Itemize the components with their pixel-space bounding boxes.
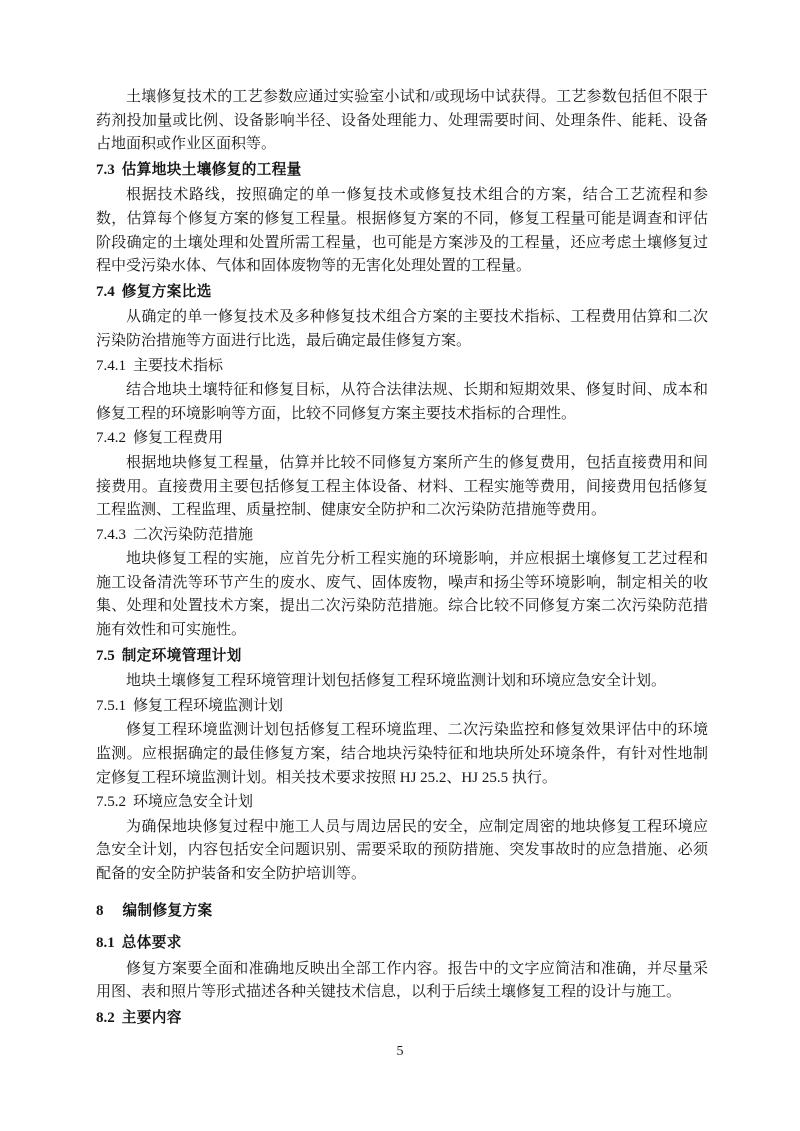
paragraph: 根据技术路线，按照确定的单一修复技术或修复技术组合的方案，结合工艺流程和参数，估算每个修复方案的修复工程量。根据修复方案的不同，修复工程量可能是调查和评估阶段确定的土壤处理和处置所需工程量，也可能是方案涉及的工程量，还应考虑土壤修复过程中受污染水体、气体和固体废物等的无害化处理处置的工程量。 xyxy=(96,187,708,275)
heading-number: 7.4 xyxy=(96,283,115,300)
heading-title: 编制修复方案 xyxy=(122,902,213,919)
heading-number: 7.4.2 xyxy=(96,430,126,447)
paragraph: 根据地块修复工程量，估算并比较不同修复方案所产生的修复费用，包括直接费用和间接费用。直接费用主要包括修复工程主体设备、材料、工程实施等费用，间接费用包括修复工程监测、工程监理、质量控制、健康安全防护和二次污染防范措施等费用。 xyxy=(96,454,708,519)
heading-number: 7.5.1 xyxy=(96,697,126,714)
heading-title: 修复方案比选 xyxy=(121,283,212,300)
heading-title: 修复工程费用 xyxy=(133,430,224,447)
heading-number: 7.4.3 xyxy=(96,526,126,543)
heading-title: 主要内容 xyxy=(121,1009,182,1026)
heading-7-3 xyxy=(96,159,708,183)
heading-title: 主要技术指标 xyxy=(133,357,224,374)
heading-number: 7.5 xyxy=(96,647,115,664)
heading-number: 7.4.1 xyxy=(96,357,126,374)
heading-number: 7.5.2 xyxy=(96,794,126,811)
heading-number: 8.1 xyxy=(96,935,115,952)
heading-7-4-1 xyxy=(96,355,708,379)
heading-7-5-1 xyxy=(96,695,708,719)
heading-7-5-2 xyxy=(96,791,708,815)
heading-title: 制定环境管理计划 xyxy=(121,647,242,664)
paragraph: 为确保地块修复过程中施工人员与周边居民的安全，应制定周密的地块修复工程环境应急安全计划，内容包括安全问题识别、需要采取的预防措施、突发事故时的应急措施、必须配备的安全防护装备和安全防护培训等。 xyxy=(96,818,708,882)
paragraph: 从确定的单一修复技术及多种修复技术组合方案的主要技术指标、工程费用估算和二次污染防治措施等方面进行比选，最后确定最佳修复方案。 xyxy=(96,309,708,349)
heading-8 xyxy=(96,900,708,924)
heading-title: 总体要求 xyxy=(121,935,182,952)
heading-number: 8 xyxy=(96,902,104,919)
heading-8-2 xyxy=(96,1007,708,1031)
heading-title: 修复工程环境监测计划 xyxy=(133,697,284,714)
paragraph: 地块修复工程的实施，应首先分析工程实施的环境影响，并应根据土壤修复工艺过程和施工设备清洗等环节产生的废水、废气、固体废物，噪声和扬尘等环境影响，制定相关的收集、处理和处置技术方案，提出二次污染防范措施。综合比较不同修复方案二次污染防范措施有效性和可实施性。 xyxy=(96,551,708,639)
heading-7-4-3 xyxy=(96,524,708,548)
heading-title: 二次污染防范措施 xyxy=(133,526,254,543)
heading-7-5 xyxy=(96,645,708,669)
heading-title: 环境应急安全计划 xyxy=(133,794,254,811)
heading-7-4-2 xyxy=(96,427,708,451)
paragraph: 结合地块土壤特征和修复目标，从符合法律法规、长期和短期效果、修复时间、成本和修复工程的环境影响等方面，比较不同修复方案主要技术指标的合理性。 xyxy=(96,382,708,422)
heading-number: 7.3 xyxy=(96,161,115,178)
paragraph: 土壤修复技术的工艺参数应通过实验室小试和/或现场中试获得。工艺参数包括但不限于药剂投加量或比例、设备影响半径、设备处理能力、处理需要时间、处理条件、能耗、设备占地面积或作业区面积等。 xyxy=(96,89,708,153)
heading-title: 估算地块土壤修复的工程量 xyxy=(121,161,302,178)
paragraph: 修复工程环境监测计划包括修复工程环境监理、二次污染监控和修复效果评估中的环境监测。应根据确定的最佳修复方案，结合地块污染特征和地块所处环境条件，有针对性地制定修复工程环境监测计划。相关技术要求按照 HJ 25.2、HJ 25.5 执行。 xyxy=(96,722,708,786)
heading-8-1 xyxy=(96,932,708,956)
heading-number: 8.2 xyxy=(96,1009,115,1026)
heading-7-4 xyxy=(96,281,708,305)
paragraph: 修复方案要全面和准确地反映出全部工作内容。报告中的文字应简洁和准确，并尽量采用图、表和照片等形式描述各种关键技术信息，以利于后续土壤修复工程的设计与施工。 xyxy=(96,960,708,1001)
page-number: 5 xyxy=(396,1044,404,1059)
paragraph: 地块土壤修复工程环境管理计划包括修复工程环境监测计划和环境应急安全计划。 xyxy=(126,673,667,690)
